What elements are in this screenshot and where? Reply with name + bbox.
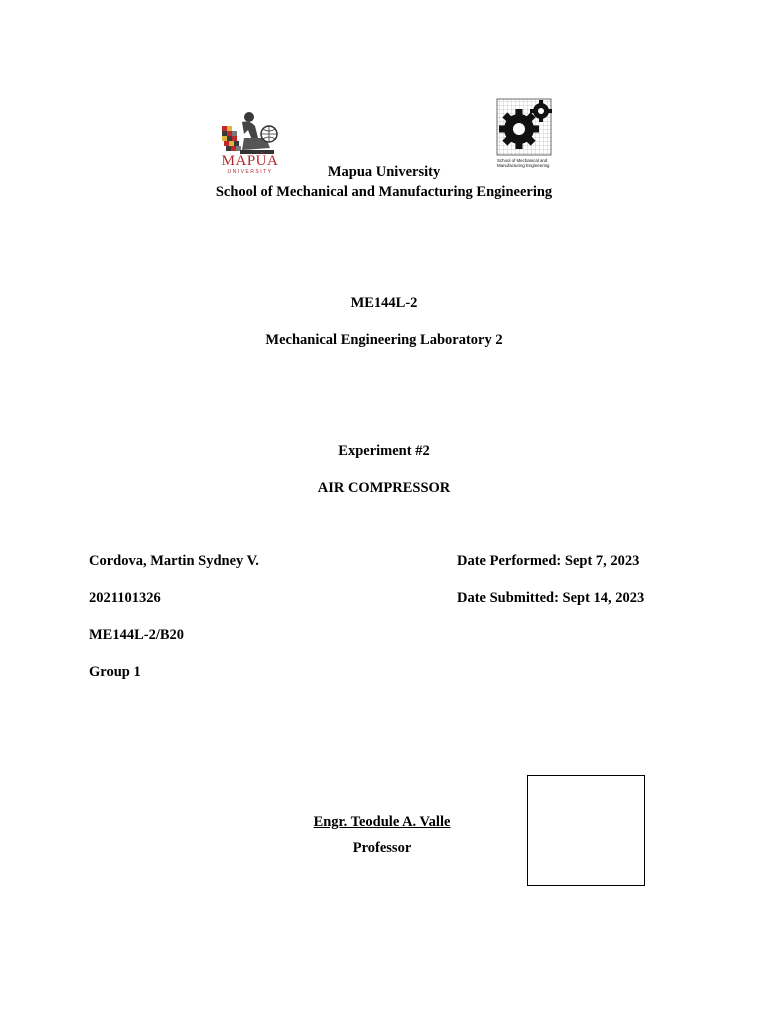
date-performed: Date Performed: Sept 7, 2023 <box>457 553 640 569</box>
university-name: Mapua University <box>327 164 441 180</box>
student-id-number: 2021101326 <box>89 590 161 606</box>
professor-name: Engr. Teodule A. Valle <box>313 814 451 830</box>
experiment-title: AIR COMPRESSOR <box>317 480 451 496</box>
student-group: Group 1 <box>89 664 141 680</box>
seal-box <box>527 775 645 886</box>
student-name: Cordova, Martin Sydney V. <box>89 553 259 569</box>
gear-icon <box>495 97 553 157</box>
mapua-wordmark: MAPÚA <box>221 153 279 169</box>
course-title: Mechanical Engineering Laboratory 2 <box>265 332 503 348</box>
school-logo-caption: School of Mechanical and Manufacturing Engineering <box>497 158 550 168</box>
date-submitted: Date Submitted: Sept 14, 2023 <box>457 590 645 606</box>
student-section: ME144L-2/B20 <box>89 627 185 643</box>
school-name: School of Mechanical and Manufacturing Engineering <box>215 184 553 200</box>
course-code: ME144L-2 <box>350 295 418 311</box>
mapua-sub-wordmark: UNIVERSITY <box>227 169 273 175</box>
experiment-number: Experiment #2 <box>338 443 430 459</box>
professor-role: Professor <box>352 840 412 856</box>
mapua-emblem-icon <box>214 108 286 158</box>
